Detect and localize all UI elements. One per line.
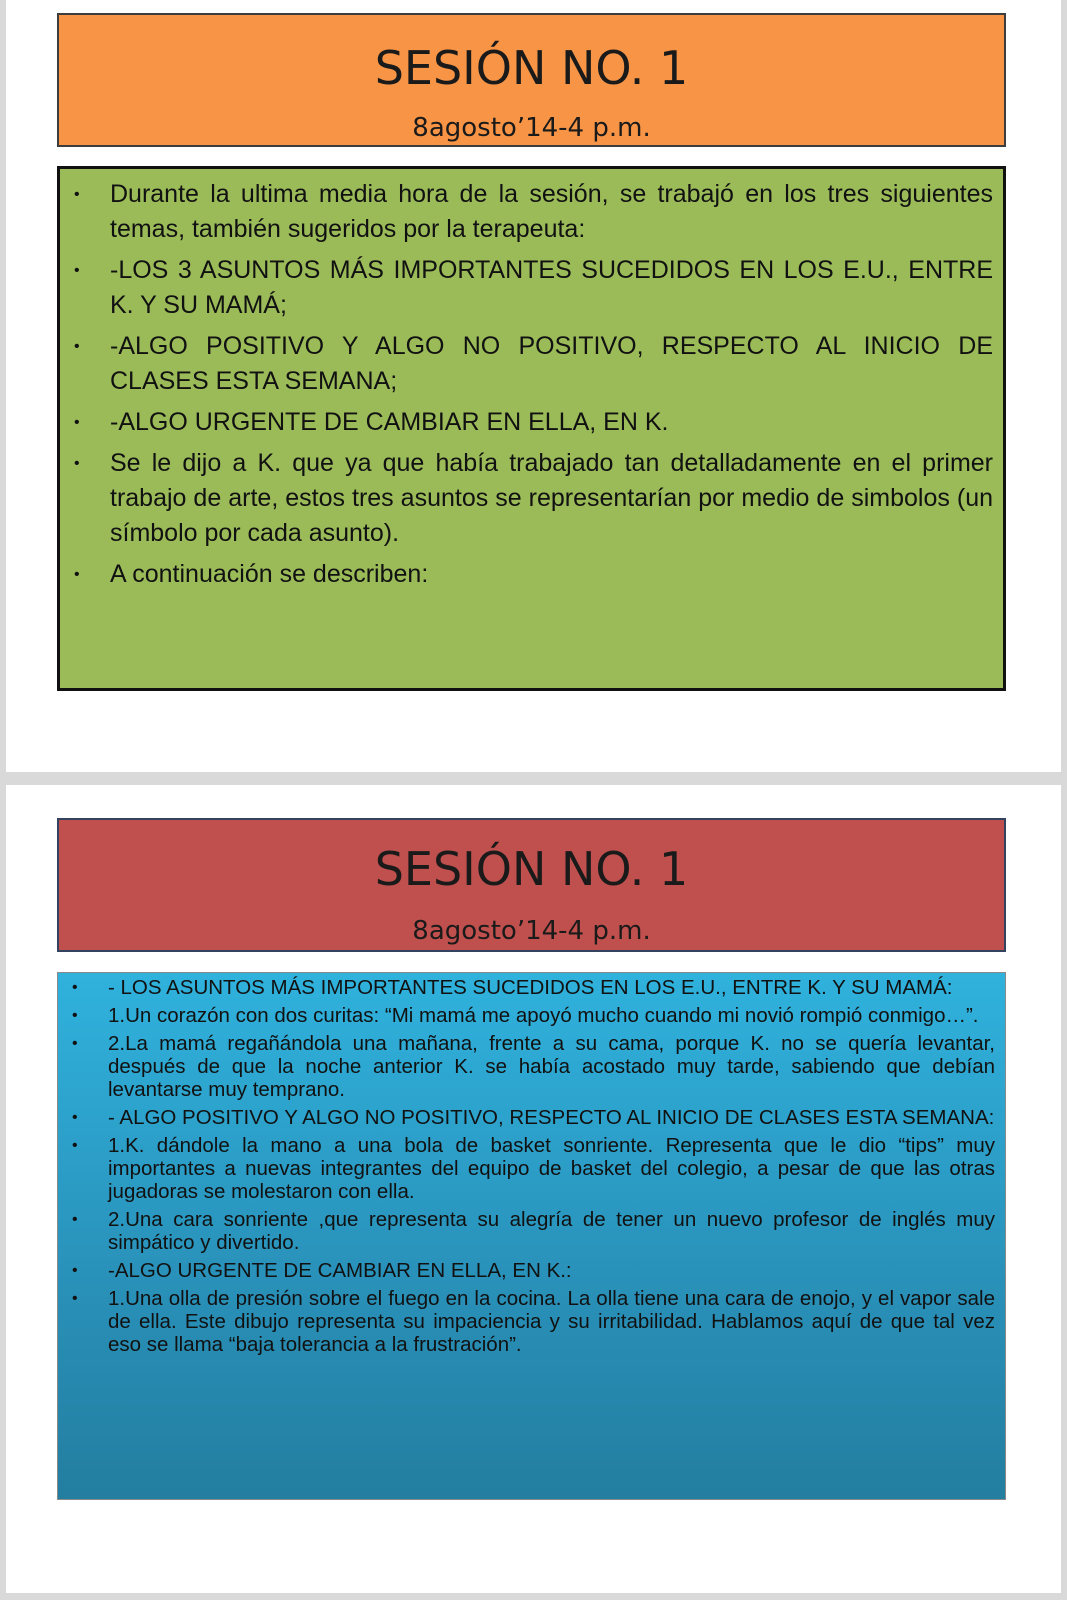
slide-2-bullet-list [58,976,995,1356]
bullet-item: • -LOS 3 ASUNTOS MÁS IMPORTANTES SUCEDIDOS EN LOS E.U., ENTRE K. Y SU MAMÁ; [60,253,993,323]
bullet-item: • 2.Una cara sonriente ,que representa su alegría de tener un nuevo profesor de inglés muy simpático y divertido. [58,1208,995,1254]
bullet-item: • 1.Un corazón con dos curitas: “Mi mamá me apoyó mucho cuando mi novió rompió conmigo…”. [58,1004,995,1027]
slide-2-title-box [57,818,1006,952]
bullet-item: • - ALGO POSITIVO Y ALGO NO POSITIVO, RESPECTO AL INICIO DE CLASES ESTA SEMANA: [58,1106,995,1129]
bullet-item: • 1.K. dándole la mano a una bola de basket sonriente. Representa que le dio “tips” muy importantes a nuevas integrantes del equipo de basket del colegio, a pesar de que las otras jugadoras se molestaron con ella. [58,1134,995,1203]
slide-1-title: SESIÓN NO. 1 [374,41,689,95]
bullet-item: • -ALGO URGENTE DE CAMBIAR EN ELLA, EN K. [60,405,993,440]
bullet-item: • Durante la ultima media hora de la sesión, se trabajó en los tres siguientes temas, también sugeridos por la terapeuta: [60,177,993,247]
slide-2-content-box [57,972,1006,1500]
slide-2 [6,785,1061,1593]
slide-2-subtitle: 8agosto’14-4 p.m. [412,916,651,946]
bullet-item: • A continuación se describen: [60,557,993,592]
slide-1-content-box [57,166,1006,691]
bullet-item: • 1.Una olla de presión sobre el fuego en la cocina. La olla tiene una cara de enojo, y el vapor sale de ella. Este dibujo representa su impaciencia y su irritabilidad. Hablamos aquí de que tal vez eso se llama “baja tolerancia a la frustración”. [58,1287,995,1356]
bullet-item: • -ALGO POSITIVO Y ALGO NO POSITIVO, RESPECTO AL INICIO DE CLASES ESTA SEMANA; [60,329,993,399]
slide-1-title-box [57,13,1006,147]
bullet-item: • Se le dijo a K. que ya que había trabajado tan detalladamente en el primer trabajo de arte, estos tres asuntos se representarían por medio de simbolos (un símbolo por cada asunto). [60,446,993,551]
slide-1-subtitle: 8agosto’14-4 p.m. [412,113,651,143]
bullet-item: • - LOS ASUNTOS MÁS IMPORTANTES SUCEDIDOS EN LOS E.U., ENTRE K. Y SU MAMÁ: [58,976,995,999]
slide-1 [6,0,1061,772]
slide-1-bullet-list [60,177,993,592]
slide-2-title: SESIÓN NO. 1 [374,842,689,896]
bullet-item: • -ALGO URGENTE DE CAMBIAR EN ELLA, EN K.: [58,1259,995,1282]
bullet-item: • 2.La mamá regañándola una mañana, frente a su cama, porque K. no se quería levantar, después de que la noche anterior K. se había acostado muy tarde, sabiendo que debían levantarse muy temprano. [58,1032,995,1101]
